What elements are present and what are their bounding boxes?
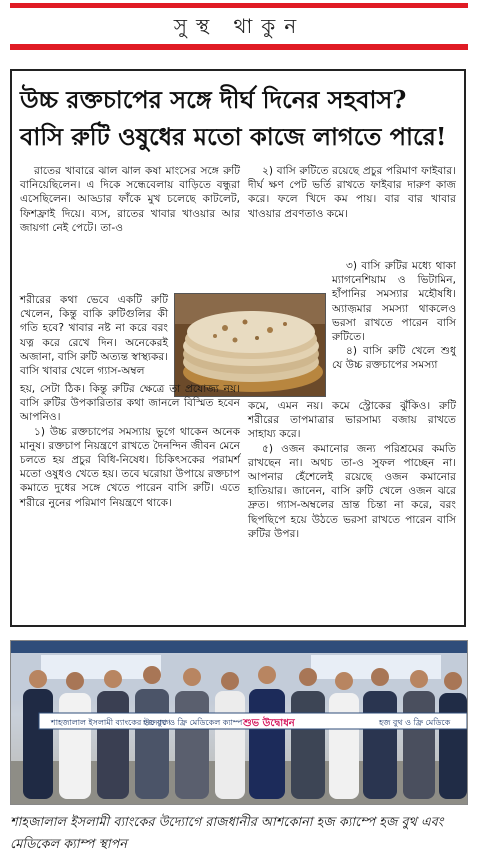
banner-text-left: শাহজালাল ইসলামী ব্যাংকের উদ্যোগে — [51, 718, 171, 727]
paragraph: ২) বাসি রুটিতে রয়েছে প্রচুর পরিমাণ ফাইবার। দীর্ঘ ক্ষণ পেট ভর্তি রাখতে ফাইবার দারুণ কাজ করে। ফলে খিদে কম পায়। বার বার খাবার খাওয়ার প্রবণতাও কমে। — [248, 165, 456, 220]
paragraph: ৩) বাসি রুটির মধ্যে থাকা ম্যাগনেশিয়াম ও ভিটামিন, হাঁপানির সমস্যার মহৌষধি। অ্যাজ়মার সমস্যা থাকলেও ভরসা রাখতে পারেন বাসি রুটিতে। — [332, 260, 456, 344]
article-left-column-continued — [20, 382, 240, 510]
event-photo — [10, 640, 468, 805]
banner-text-red: শুভ উদ্বোধন — [243, 718, 295, 729]
article-headline: উচ্চ রক্তচাপের সঙ্গে দীর্ঘ দিনের সহবাস? বাসি রুটি ওষুধের মতো কাজে লাগতে পারে! — [20, 85, 447, 151]
paragraph: রাতের খাবারে ঝাল ঝাল কষা মাংসের সঙ্গে রুটি বানিয়েছিলেন। এ দিকে সন্ধেবেলায় বাড়িতে বন্ধুরা এসেছিলেন। আড্ডার ফাঁকে মুখ চলেছে কাটলেট, ফিশফ্রাই দিয়ে। ব্যস, রাতের খাবার খাওয়ার আর জায়গা নেই পেটে। তা-ও — [20, 165, 240, 234]
article-box — [10, 69, 466, 627]
paragraph: ১) উচ্চ রক্তচাপের সমস্যায় ভুগে থাকেন অনেক মানুষ। রক্তচাপ নিয়ন্ত্রণে রাখতে দৈনন্দিন জীবন মেনে চলতে হয় প্রচুর বিধি-নিষেধ। চিকিৎসকের পরামর্শ মতো ওষুধও খেতে হয়। তবে ঘরোয়া উপায়ে রক্তচাপ কমাতে দুধের সঙ্গে খেতে পারেন বাসি রুটি। এতে শরীরে নুনের পরিমাণ নিয়ন্ত্রণে থাকে। — [20, 425, 240, 509]
ribbon-cutting-illustration — [11, 641, 467, 804]
roti-illustration — [175, 294, 325, 396]
paragraph: কমে, এমন নয়। কমে স্ট্রোকের ঝুঁকিও। রুটি শরীরের তাপমাত্রার ভারসাম্য বজায় রাখতে সাহায্য করে। — [248, 400, 456, 441]
paragraph: ৫) ওজন কমানোর জন্য পরিশ্রমের কমতি রাখছেন না। অথচ তা-ও সুফল পাচ্ছেন না। আপনার হেঁশেলেই রয়েছে ওজন কমানোর হাতিয়ার। জানেন, বাসি রুটি খেলে ওজন ঝরে দ্রুত। গ্যাস-অম্বলের ভ্রান্ত চিন্তা না করে, বরং ছিপছিপে হয়ে উঠতে ভরসা রাখতে পারেন বাসি রুটির উপর। — [248, 442, 456, 540]
banner-text-right: হজ বুথ ও ফ্রি মেডিকে — [379, 718, 451, 727]
article-right-column-continued — [248, 399, 456, 541]
paragraph: শরীরের কথা ভেবে একটি রুটি খেলেন, কিন্তু বাকি রুটিগুলির কী গতি হবে? খাবার নষ্ট না করে বরং যত্ন করে রেখে দিন। অনেকেরই অজানা, বাসি রুটি অত্যন্ত স্বাস্থ্যকর। বাসি খাবার খেলে গ্যাস-অম্বল — [20, 294, 169, 378]
top-red-rule — [10, 3, 468, 8]
article-right-column — [248, 164, 456, 221]
paragraph: হয়, সেটা ঠিক। কিন্তু রুটির ক্ষেত্রে তা প্রযোজ্য নয়। বাসি রুটির উপকারিতার কথা জানলে বিস্মিত হবেন আপনিও। — [20, 383, 240, 424]
photo-caption: শাহজালাল ইসলামী ব্যাংকের উদ্যোগে রাজধানীর আশকোনা হজ ক্যাম্পে হজ বুথ এবং মেডিকেল ক্যাম্প স্থাপন — [10, 815, 444, 852]
left-wrap-text — [20, 293, 168, 378]
section-red-rule — [10, 44, 468, 50]
paragraph: ৪) বাসি রুটি খেলে শুধু যে উচ্চ রক্তচাপের সমস্যা — [332, 345, 456, 372]
article-left-column — [20, 164, 240, 235]
banner-text-mid: হজ বুথ ও ফ্রি মেডিকেল ক্যাম্প — [143, 718, 243, 727]
section-title: সুস্থ থাকুন — [173, 14, 306, 38]
right-wrap-text — [332, 259, 456, 373]
